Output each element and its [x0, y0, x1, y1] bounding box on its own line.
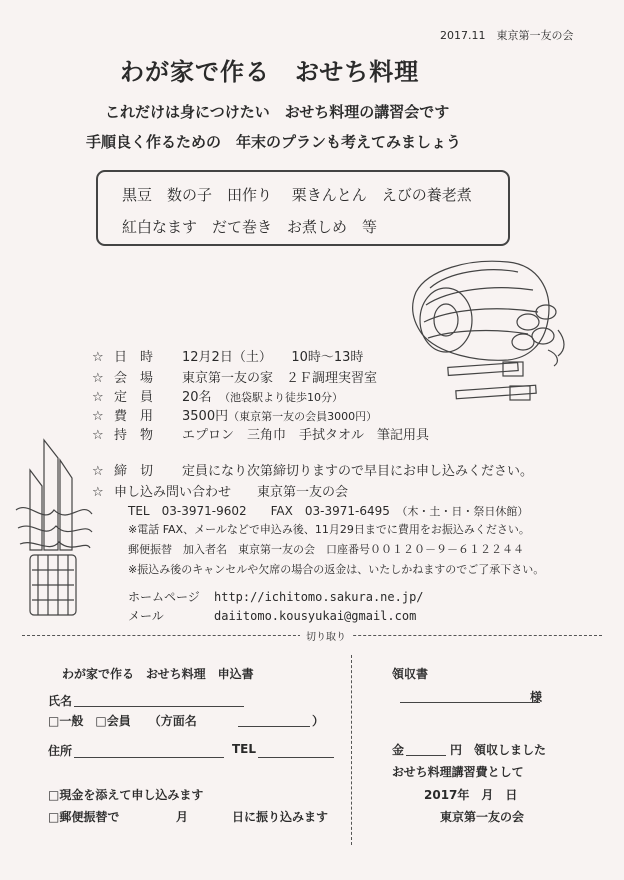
dish-line-2: 紅白なます だて巻き お煮しめ 等: [122, 218, 378, 236]
form-divider: [351, 655, 352, 845]
fee-deadline-note: ※電話 FAX、メールなどで申込み後、11月29日までに費用をお振込みください。: [128, 523, 530, 536]
star-icon: ☆: [92, 485, 104, 500]
fax-number: FAX 03-3971-6495: [270, 504, 390, 518]
receipt-title: 領収書: [392, 667, 429, 681]
tel-label: TEL: [232, 742, 257, 756]
mail-label: メール: [128, 609, 164, 623]
postal-option[interactable]: □郵便振替で: [48, 810, 120, 824]
detail-note: （池袋駅より徒歩10分）: [224, 391, 344, 404]
deadline-label: 締 切: [114, 464, 154, 479]
star-icon: ☆: [92, 371, 104, 386]
dish-list-box: [96, 170, 510, 246]
received-text: 円 領収しました: [450, 743, 547, 757]
homepage-link[interactable]: http://ichitomo.sakura.ne.jp/: [214, 590, 424, 604]
issuer-name: 東京第一友の会: [496, 29, 574, 42]
homepage-label: ホームページ: [128, 590, 200, 604]
cancel-note: ※振込み後のキャンセルや欠席の場合の返金は、いたしかねますのでご了承下さい。: [128, 563, 545, 576]
contact-org: 東京第一友の会: [257, 485, 349, 500]
member-checkbox[interactable]: □会員: [95, 714, 131, 728]
mail-row: [128, 607, 416, 624]
contact-row: [92, 481, 348, 500]
detail-row-datetime: [92, 346, 363, 365]
deadline-row: [92, 460, 533, 479]
address-label: 住所: [48, 744, 73, 758]
detail-row-fee: [92, 405, 377, 424]
transfer-day-label: 日に振り込みます: [232, 810, 329, 824]
tel-field[interactable]: [258, 757, 334, 758]
receipt-purpose: おせち料理講習費として: [392, 765, 524, 779]
osechi-food-illustration: [408, 250, 578, 410]
subtitle-2: 手順良く作るための 年末のプランも考えてみましょう: [86, 133, 462, 151]
houmen-close: ）: [312, 714, 325, 728]
houmen-field[interactable]: [238, 726, 310, 727]
detail-value: 東京第一友の家 ２Ｆ調理実習室: [182, 371, 378, 386]
tel-number: TEL 03-3971-9602: [128, 504, 247, 518]
houmen-label: （方面名: [154, 714, 197, 728]
star-icon: ☆: [92, 464, 104, 479]
membership-row: [48, 712, 197, 729]
contact-label: 申し込み問い合わせ: [114, 485, 232, 500]
tel-fax-line: [128, 502, 528, 519]
amount-field[interactable]: [406, 755, 446, 756]
star-icon: ☆: [92, 428, 104, 443]
header-date-org: [440, 27, 574, 43]
cash-option[interactable]: □現金を添えて申し込みます: [48, 788, 204, 802]
detail-note: （東京第一友の会員3000円）: [228, 410, 378, 423]
detail-row-venue: [92, 367, 377, 386]
name-label: 氏名: [48, 694, 73, 708]
detail-label: 会 場: [114, 371, 154, 386]
page-title: わが家で作る おせち料理: [120, 58, 420, 86]
general-checkbox[interactable]: □一般: [48, 714, 84, 728]
star-icon: ☆: [92, 409, 104, 424]
detail-label: 持 物: [114, 428, 154, 443]
amount-label: 金: [392, 743, 405, 757]
deadline-text: 定員になり次第締切りますので早目にお申し込みください。: [182, 464, 534, 479]
detail-value: 20名: [182, 390, 212, 405]
detail-label: 日 時: [114, 350, 154, 365]
receipt-date: 2017年 月 日: [424, 788, 518, 802]
receipt-org: 東京第一友の会: [440, 810, 525, 824]
issue-date: 2017.11: [440, 29, 486, 42]
detail-value: 12月2日（土） 10時～13時: [182, 350, 364, 365]
closed-days: （木・土・日・祭日休館）: [401, 505, 529, 518]
mail-link[interactable]: daiitomo.kousyukai@gmail.com: [214, 609, 417, 623]
detail-row-capacity: [92, 386, 343, 405]
detail-value: エプロン 三角巾 手拭タオル 筆記用具: [182, 428, 430, 443]
homepage-row: [128, 588, 424, 605]
detail-value: 3500円: [182, 409, 229, 424]
month-label: 月: [176, 810, 189, 824]
name-field[interactable]: [74, 706, 244, 707]
application-form-title: わが家で作る おせち料理 申込書: [62, 667, 254, 681]
sama-label: 様: [530, 690, 543, 704]
detail-label: 定 員: [114, 390, 154, 405]
star-icon: ☆: [92, 390, 104, 405]
cut-line-label: 切り取り: [300, 628, 352, 643]
recipient-field[interactable]: [400, 702, 540, 703]
dish-line-1: 黒豆 数の子 田作り 栗きんとん えびの養老煮: [122, 186, 472, 204]
kadomatsu-illustration: [14, 430, 94, 620]
postal-transfer-info: 郵便振替 加入者名 東京第一友の会 口座番号００１２０－９－６１２２４４: [128, 543, 524, 556]
address-field[interactable]: [74, 757, 224, 758]
star-icon: ☆: [92, 350, 104, 365]
detail-row-belongings: [92, 424, 429, 443]
detail-label: 費 用: [114, 409, 154, 424]
subtitle-1: これだけは身につけたい おせち料理の講習会です: [105, 103, 450, 121]
